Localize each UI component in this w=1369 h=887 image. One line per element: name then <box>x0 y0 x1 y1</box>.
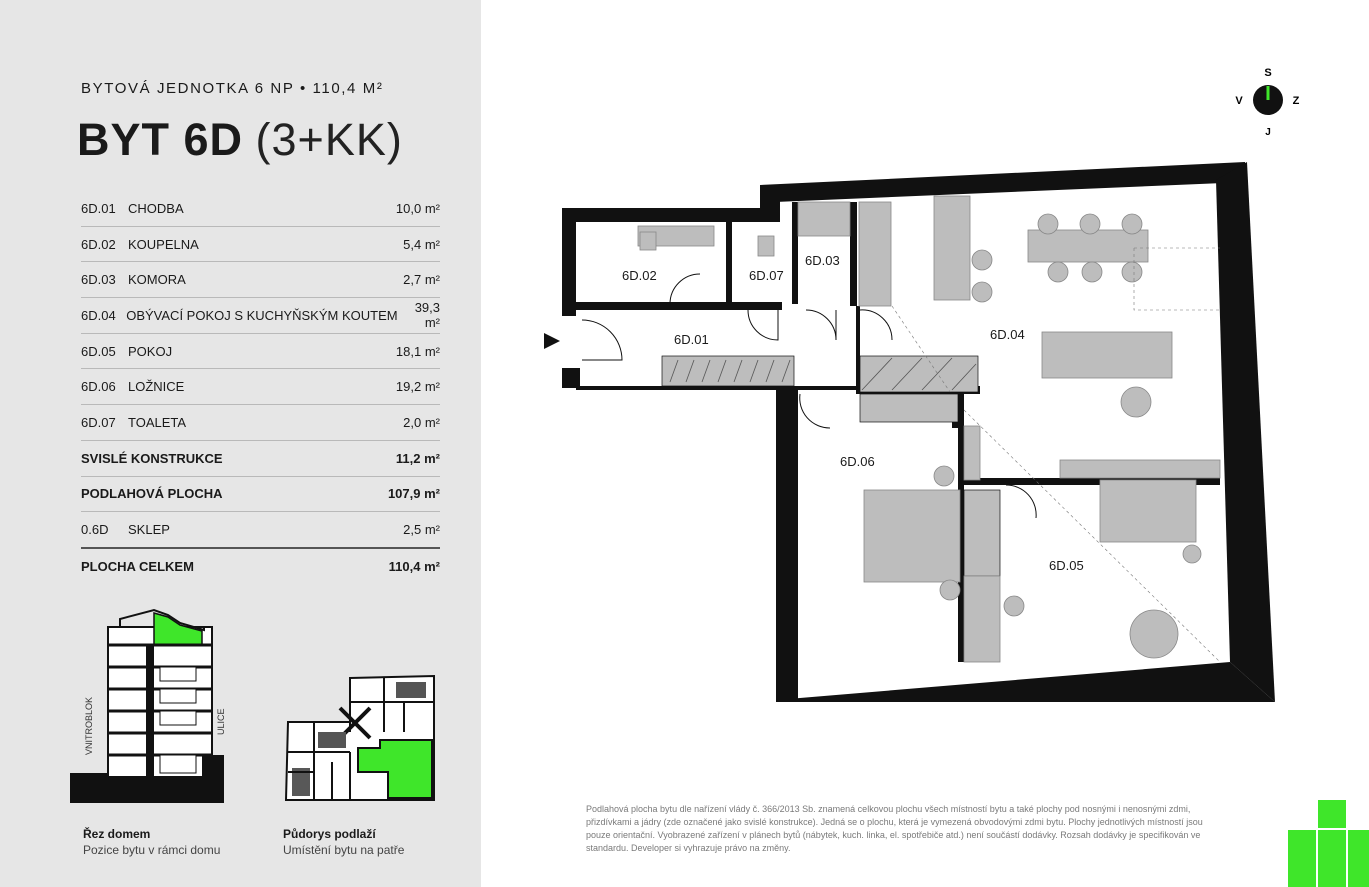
room-label-6d01: 6D.01 <box>674 332 709 347</box>
room-area: 2,7 m² <box>403 272 440 288</box>
room-area: 5,4 m² <box>403 236 440 252</box>
unit-subtitle: BYTOVÁ JEDNOTKA 6 NP • 110,4 M² <box>81 80 384 97</box>
total-area: 110,4 m² <box>388 558 440 574</box>
floorplan-caption-subtitle: Umístění bytu na patře <box>283 843 405 857</box>
total-name: PLOCHA CELKEM <box>81 558 194 574</box>
room-name: TOALETA <box>128 414 187 430</box>
room-label-6d04: 6D.04 <box>990 327 1025 342</box>
table-row <box>81 334 440 370</box>
summary-area: 107,9 m² <box>387 486 440 502</box>
unit-type: (3+KK) <box>255 114 403 165</box>
table-row <box>81 405 440 441</box>
section-caption-subtitle: Pozice bytu v rámci domu <box>83 843 221 857</box>
room-area: 18,1 m² <box>395 343 440 359</box>
room-area: 10,0 m² <box>395 200 440 216</box>
compass-south: J <box>1265 127 1271 138</box>
room-name: CHODBA <box>128 200 184 216</box>
room-number: 6D.02 <box>81 236 116 252</box>
furniture <box>638 196 1220 662</box>
cellar-name: SKLEP <box>128 522 170 538</box>
room-name: KOUPELNA <box>128 236 199 252</box>
compass-north: S <box>1264 67 1272 79</box>
summary-name: SVISLÉ KONSTRUKCE <box>81 450 223 466</box>
floor-plan <box>530 150 1290 710</box>
room-name: POKOJ <box>128 343 173 359</box>
room-area: 39,3 m² <box>414 300 440 331</box>
table-row <box>81 262 440 298</box>
summary-row <box>81 477 440 513</box>
brand-logo-mark <box>1288 800 1369 887</box>
room-label-6d05: 6D.05 <box>1049 558 1084 573</box>
room-name: LOŽNICE <box>128 379 185 395</box>
room-number: 6D.07 <box>81 414 116 430</box>
floorplan-caption <box>283 826 404 858</box>
summary-row <box>81 441 440 477</box>
table-row <box>81 227 440 263</box>
room-name: KOMORA <box>128 272 186 288</box>
room-table <box>81 191 440 584</box>
cellar-area: 2,5 m² <box>403 522 440 538</box>
summary-area: 11,2 m² <box>395 450 440 466</box>
room-number: 6D.06 <box>81 379 116 395</box>
room-label-6d06: 6D.06 <box>840 454 875 469</box>
room-name: OBÝVACÍ POKOJ S KUCHYŇSKÝM KOUTEM <box>126 307 398 323</box>
section-unit-highlight <box>154 613 202 645</box>
room-label-6d02: 6D.02 <box>622 268 657 283</box>
summary-name: PODLAHOVÁ PLOCHA <box>81 486 223 502</box>
cellar-number: 0.6D <box>81 522 109 538</box>
entrance-arrow-icon <box>544 333 560 349</box>
table-row <box>81 298 440 334</box>
room-area: 19,2 m² <box>395 379 440 395</box>
compass-icon <box>1230 64 1310 140</box>
unit-code: BYT 6D <box>77 114 244 165</box>
room-number: 6D.01 <box>81 200 116 216</box>
disclaimer-text: Podlahová plocha bytu dle nařízení vlády č. 366/2013 Sb. znamená celkovou plochu všech místností bytu a také plochy pod nosnými i nenosnými zdmi, přizdívkami a jádry (zde označené jako svislé konstrukce). Jedná se o plochu, která je vymezená obvodovými zdmi bytu. Plochy jednotlivých místností jsou pouze orientační. Vyobrazené zařízení v plánech bytů (nábytek, kuch. linka, el. spotřebiče atd.) není součástí dodávky. Rozsah dodávky je specifikován ve standardu. Developer si vyhrazuje právo na změny. <box>586 804 1203 853</box>
table-row <box>81 191 440 227</box>
section-caption <box>83 826 220 858</box>
room-area: 2,0 m² <box>403 414 440 430</box>
table-row <box>81 369 440 405</box>
building-section-diagram <box>68 605 228 805</box>
total-row <box>81 549 440 584</box>
mini-floorplan <box>284 672 440 804</box>
unit-title <box>77 112 403 168</box>
room-number: 6D.04 <box>81 307 116 323</box>
compass-east: Z <box>1292 95 1300 107</box>
compass-west: V <box>1235 95 1243 107</box>
section-caption-title: Řez domem <box>83 827 151 841</box>
room-label-6d03: 6D.03 <box>805 253 840 268</box>
room-number: 6D.03 <box>81 272 116 288</box>
room-number: 6D.05 <box>81 343 116 359</box>
section-label-left: VNITROBLOK <box>84 696 94 755</box>
room-label-6d07: 6D.07 <box>749 268 784 283</box>
floorplan-caption-title: Půdorys podlaží <box>283 827 376 841</box>
section-label-right: ULICE <box>216 708 226 735</box>
cellar-row <box>81 512 440 549</box>
